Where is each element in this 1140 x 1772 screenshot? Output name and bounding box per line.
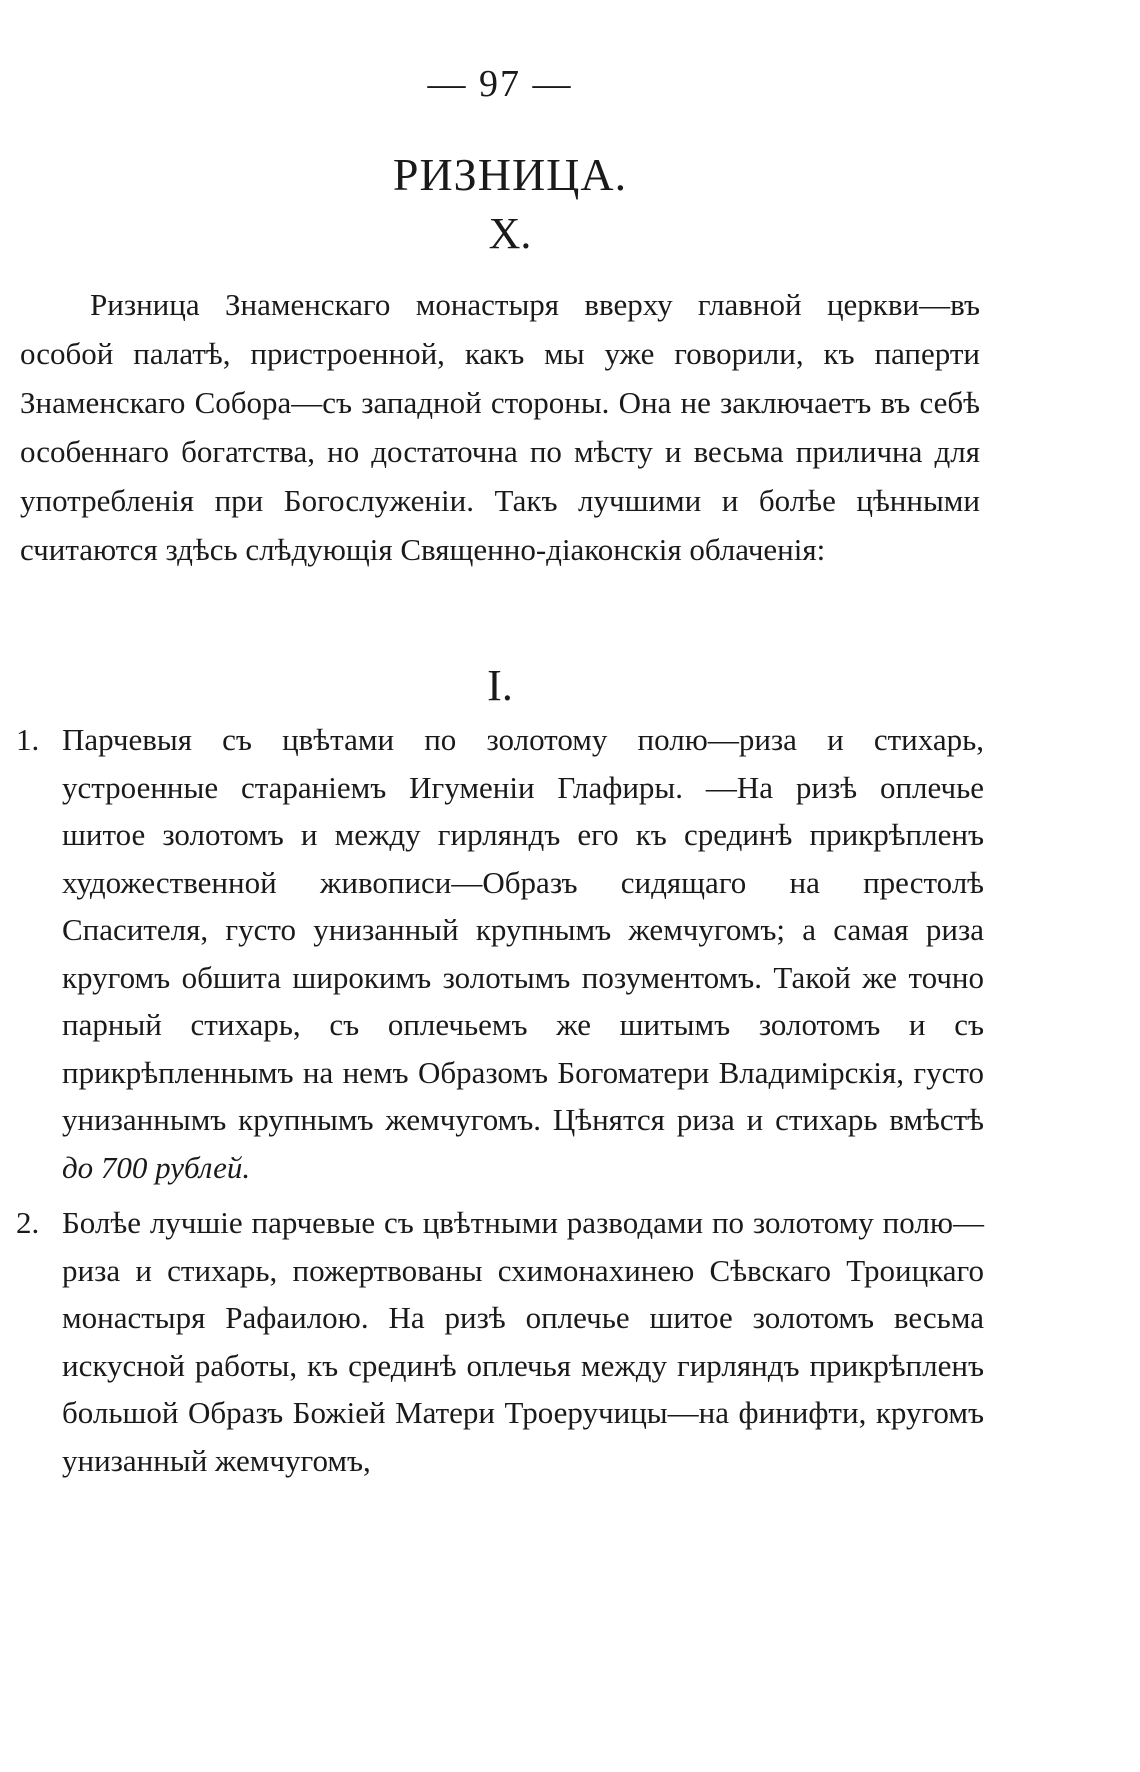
- chapter-number: X.: [488, 209, 532, 258]
- list-item-number: 1.: [16, 722, 40, 757]
- list-item-text: [62, 716, 984, 1191]
- intro-paragraph: [20, 280, 980, 574]
- list-item-body: Парчевыя съ цвѣтами по золотому полю—риза и стихарь, устроенные стараніемъ Игуменіи Глафиры. —На ризѣ оплечье шитое золотомъ и между гирляндъ его къ срединѣ прикрѣпленъ художественной живописи—Образъ сидящаго на престолѣ Спасителя, густо унизанный крупнымъ жемчугомъ; а самая риза кругомъ обшита широкимъ золотымъ позументомъ. Такой же точно парный стихарь, съ оплечьемъ же шитымъ золотомъ и съ прикрѣпленнымъ на немъ Образомъ Богоматери Владимірскія, густо унизаннымъ крупнымъ жемчугомъ. Цѣнятся риза и стихарь вмѣстѣ: [62, 722, 984, 1137]
- list-item-body: Болѣе лучшіе парчевые съ цвѣтными разводами по золотому полю—риза и стихарь, пожертвованы схимонахинею Сѣвскаго Троицкаго монастыря Рафаилою. На ризѣ оплечье шитое золотомъ весьма искусной работы, къ срединѣ оплечья между гирляндъ прикрѣпленъ большой Образъ Божіей Матери Троеручицы—на финифти, кругомъ унизанный жемчугомъ,: [62, 1205, 984, 1478]
- price-note: до 700 рублей.: [62, 1149, 251, 1185]
- list-item: [16, 716, 984, 1191]
- list-item-text: [62, 1199, 984, 1484]
- intro-text: Ризница Знаменскаго монастыря вверху главной церкви—въ особой палатѣ, пристроенной, какъ мы уже говорили, къ паперти Знаменскаго Собора—съ западной стороны. Она не заключаетъ въ себѣ особеннаго богатства, но достаточна по мѣсту и весьма прилична для употребленія при Богослуженіи. Такъ лучшими и болѣе цѣнными считаются здѣсь слѣдующія Священно-діаконскія облаченія:: [20, 287, 980, 567]
- page-number: — 97 —: [427, 63, 573, 105]
- page-title: РИЗНИЦА.: [392, 149, 628, 200]
- list-item: [16, 1199, 984, 1484]
- list-item-number: 2.: [16, 1205, 40, 1240]
- section-number: I.: [487, 661, 513, 710]
